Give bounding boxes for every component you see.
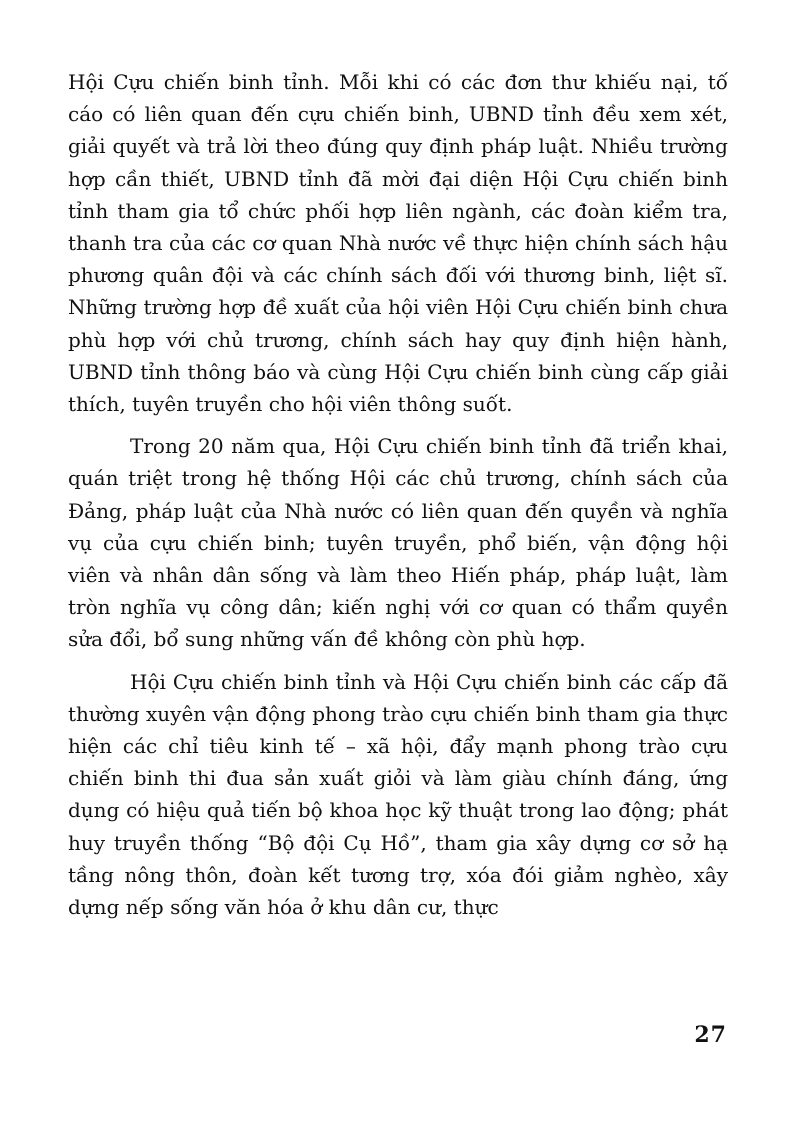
paragraph-twenty-years: Trong 20 năm qua, Hội Cựu chiến binh tỉnh đã triển khai, quán triệt trong hệ thống Hội các chủ trương, chính sách của Đảng, pháp luật của Nhà nước có liên quan đến quyền và nghĩa vụ của cựu chiến binh; tuyên truyền, phổ biến, vận động hội viên và nhân dân sống và làm theo Hiến pháp, pháp luật, làm tròn nghĩa vụ công dân; kiến nghị với cơ quan có thẩm quyền sửa đổi, bổ sung những vấn đề không còn phù hợp. <box>68 434 728 652</box>
page-body <box>68 66 728 923</box>
page-number: 27 <box>694 1022 727 1048</box>
paragraph-movement: Hội Cựu chiến binh tỉnh và Hội Cựu chiến binh các cấp đã thường xuyên vận động phong trào cựu chiến binh tham gia thực hiện các chỉ tiêu kinh tế – xã hội, đẩy mạnh phong trào cựu chiến binh thi đua sản xuất giỏi và làm giàu chính đáng, ứng dụng có hiệu quả tiến bộ khoa học kỹ thuật trong lao động; phát huy truyền thống “Bộ đội Cụ Hồ”, tham gia xây dựng cơ sở hạ tầng nông thôn, đoàn kết tương trợ, xóa đói giảm nghèo, xây dựng nếp sống văn hóa ở khu dân cư, thực <box>68 669 728 920</box>
paragraph-continuation: Hội Cựu chiến binh tỉnh. Mỗi khi có các đơn thư khiếu nại, tố cáo có liên quan đến cựu chiến binh, UBND tỉnh đều xem xét, giải quyết và trả lời theo đúng quy định pháp luật. Nhiều trường hợp cần thiết, UBND tỉnh đã mời đại diện Hội Cựu chiến binh tỉnh tham gia tổ chức phối hợp liên ngành, các đoàn kiểm tra, thanh tra của các cơ quan Nhà nước về thực hiện chính sách hậu phương quân đội và các chính sách đối với thương binh, liệt sĩ. Những trường hợp đề xuất của hội viên Hội Cựu chiến binh chưa phù hợp với chủ trương, chính sách hay quy định hiện hành, UBND tỉnh thông báo và cùng Hội Cựu chiến binh cùng cấp giải thích, tuyên truyền cho hội viên thông suốt. <box>68 70 728 417</box>
